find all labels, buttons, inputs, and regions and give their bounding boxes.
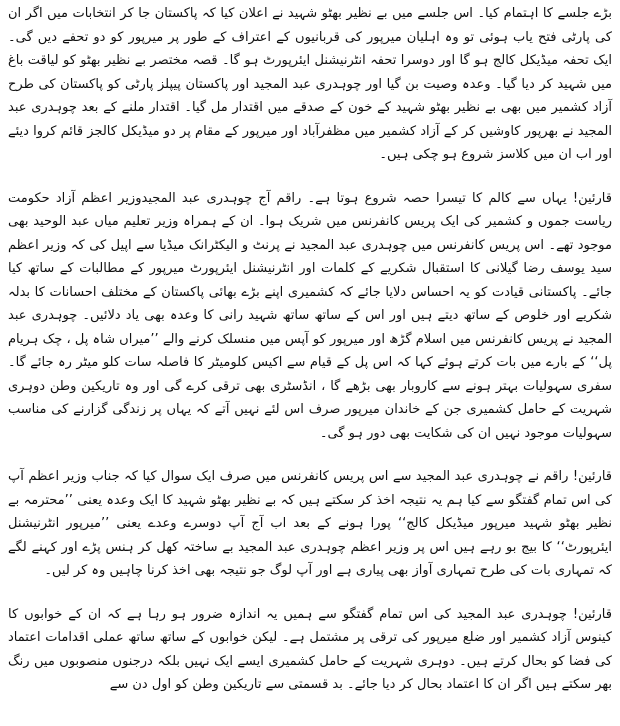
- article-paragraph-3: قارئین! راقم نے چوہدری عبد المجید سے اس پریس کانفرنس میں صرف ایک سوال کیا کہ جناب وزیر اعظم آپ کی اس تمام گفتگو سے کیا ہم یہ نتیجہ اخذ کر سکتے ہیں کہ بے نظیر بھٹو شہید کا ایک وعدہ یعنی ’’محترمہ بے نظیر بھٹو شہید میرپور میڈیکل کالج‘‘ پورا ہونے کے بعد اب آج آپ دوسرے وعدے یعنی ’’میرپور انٹرنیشنل ایئرپورٹ‘‘ کا بیج بو رہے ہیں اس پر وزیر اعظم چوہدری عبد المجید بے ساختہ کھل کر ہنس پڑے اور کہنے لگے کہ تمہاری بات کی طرح تمہاری آواز بھی پیاری ہے اور آپ لوگ جو نتیجہ بھی اخذ کرنا چاہیں وہ کر لیں۔: [8, 469, 612, 578]
- article-paragraph-4: قارئین! چوہدری عبد المجید کی اس تمام گفتگو سے ہمیں یہ اندازہ ضرور ہو رہا ہے کہ ان کے خوابوں کا کینوس آزاد کشمیر اور ضلع میرپور کی ترقی پر مشتمل ہے۔ لیکن خوابوں کے ساتھ ساتھ عملی اقدامات اعتماد کی فضا کو بحال کرتے ہیں۔ دوہری شہریت کے حامل کشمیری ایسے ایک نہیں بلکہ درجنوں منصوبوں میں رنگ بھر سکتے ہیں اگر ان کا اعتماد بحال کر دیا جائے۔ بد قسمتی سے تاریکین وطن کو اول دن سے: [8, 606, 612, 692]
- article-paragraph-1: بڑے جلسے کا اہتمام کیا۔ اس جلسے میں بے نظیر بھٹو شہید نے اعلان کیا کہ پاکستان جا کر انتخابات میں اگر ان کی پارٹی فتح یاب ہوئی تو وہ اہلیان میرپور کی قربانیوں کے اعتراف کے طور پر میرپور کو دو تحفے دیں گی۔ ایک تحفہ میڈیکل کالج ہو گا اور دوسرا تحفہ انٹرنیشنل ایئرپورٹ ہو گا۔ قصہ مختصر بے نظیر بھٹو کو لیاقت باغ میں شہید کر دیا گیا۔ وعدہ وصیت بن گیا اور چوہدری عبد المجید اور پاکستان پیپلز پارٹی کو پاکستان کی طرح آزاد کشمیر میں بھی بے نظیر بھٹو شہید کے خون کے صدقے میں اقتدار مل گیا۔ اقتدار ملنے کے بعد چوہدری عبد المجید نے بھرپور کاوشیں کر کے آزاد کشمیر میں مظفرآباد اور میرپور کے مقام پر دو میڈیکل کالجز قائم کروا دیئے اور اب ان میں کلاسز شروع ہو چکی ہیں۔: [8, 6, 612, 162]
- article-paragraph-2: قارئین! یہاں سے کالم کا تیسرا حصہ شروع ہوتا ہے۔ راقم آج چوہدری عبد المجیدوزیر اعظم آزاد حکومت ریاست جموں و کشمیر کی ایک پریس کانفرنس میں شریک ہوا۔ ان کے ہمراہ وزیر تعلیم میاں عبد الوحید بھی موجود تھے۔ اس پریس کانفرنس میں چوہدری عبد المجید نے پرنٹ و الیکٹرانک میڈیا سے اپیل کی کہ وزیر اعظم سید یوسف رضا گیلانی کا استقبال شکریے کے کلمات اور انٹرنیشنل ایئرپورٹ میرپور کے مطالبات کے ساتھ کیا جائے۔ پاکستانی قیادت کو یہ احساس دلایا جائے کہ کشمیری اپنے بڑے بھائی پاکستان کے مختلف احسانات کا بدلہ شکریے اور خلوص کے ساتھ دیتے ہیں اور اس کے ساتھ ساتھ شہید رانی کا وعدہ بھی یاد دلائیں۔ چوہدری عبد المجید نے پریس کانفرنس میں اسلام گڑھ اور میرپور کو آپس میں منسلک کرنے والے ’’میراں شاہ پل ، چک ہریام پل‘‘ کے بارے میں بات کرتے ہوئے کہا کہ اس پل کے قیام سے اکیس کلومیٹر کا فاصلہ سات کلو میٹر رہ جائے گا۔ سفری سہولیات بہتر ہونے سے کاروبار بھی بڑھے گا ، انڈسٹری بھی ترقی کرے گی اور وہ تاریکین وطن دوہری شہریت کے حامل کشمیری جن کے خاندان میرپور صرف اس لئے نہیں آتے کہ یہاں پر زندگی گزارنے کی مناسب سہولیات موجود نہیں ان کی شکایت بھی دور ہو گی۔: [8, 190, 612, 441]
